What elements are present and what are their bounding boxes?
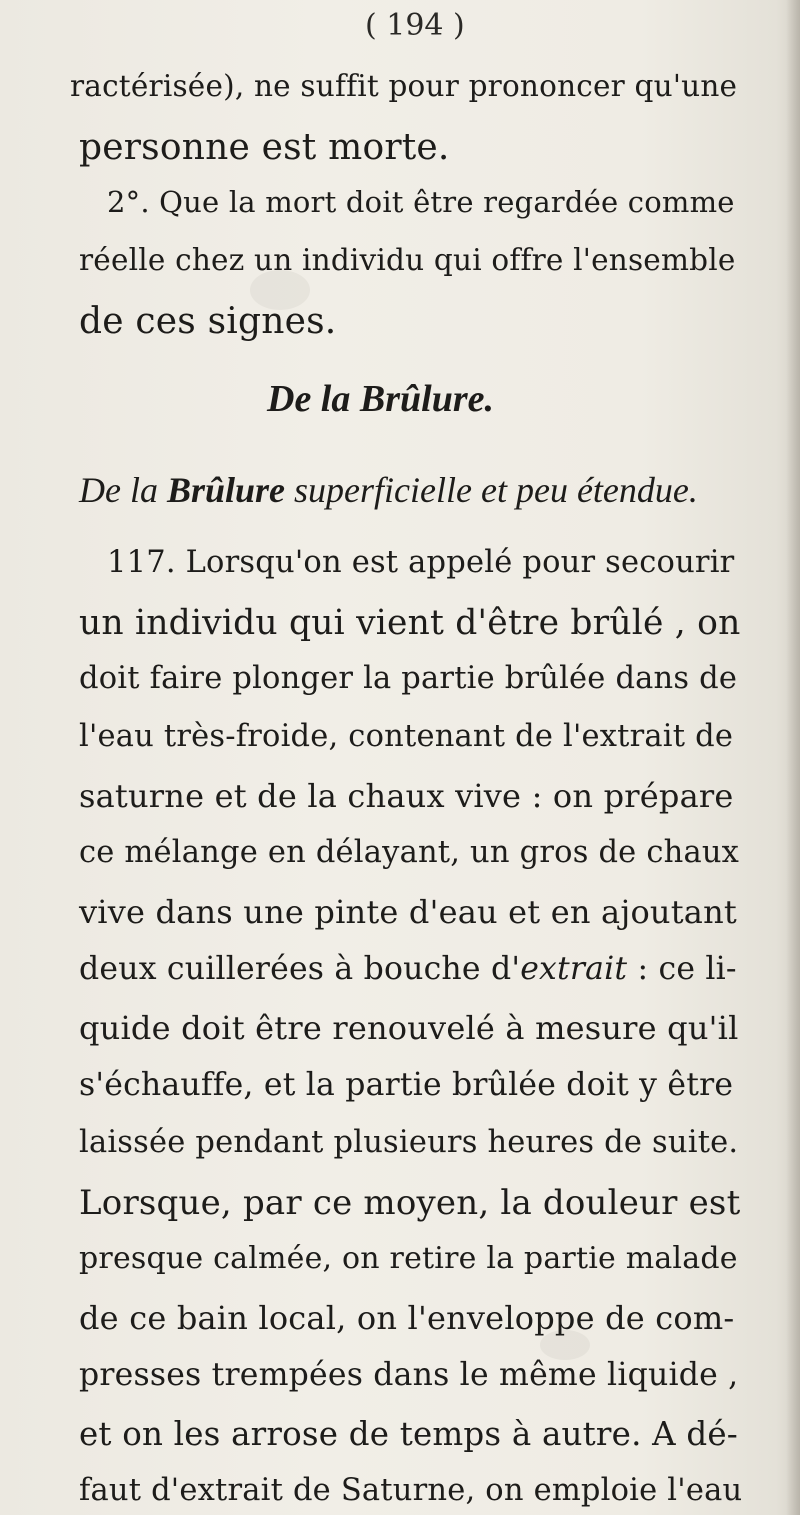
text-line: personne est morte.	[79, 127, 450, 168]
text-line: s'échauffe, et la partie brûlée doit y être	[79, 1067, 734, 1103]
text-run: : ce li-	[627, 951, 737, 987]
text-line: réelle chez un individu qui offre l'ensemble	[79, 243, 736, 277]
text-line: quide doit être renouvelé à mesure qu'il	[79, 1009, 739, 1047]
text-line: l'eau très-froide, contenant de l'extrait de	[79, 719, 734, 754]
text-line	[79, 951, 737, 987]
text-line: faut d'extrait de Saturne, on emploie l'eau	[79, 1473, 743, 1508]
text-run: deux cuillerées à bouche d'	[79, 951, 521, 987]
subheading-suffix: superficielle et peu étendue.	[285, 470, 698, 510]
text-line: presque calmée, on retire la partie malade	[79, 1241, 738, 1276]
text-line: et on les arrose de temps à autre. A dé-	[79, 1415, 738, 1453]
text-line: ractérisée), ne suffit pour prononcer qu'une	[70, 69, 738, 103]
text-line: doit faire plonger la partie brûlée dans de	[79, 661, 738, 696]
text-line: de ces signes.	[79, 301, 337, 342]
subheading-prefix: De la	[79, 470, 167, 510]
page-edge-shadow	[786, 0, 800, 1515]
text-line: de ce bain local, on l'enveloppe de com-	[79, 1299, 735, 1337]
text-line: saturne et de la chaux vive : on prépare	[79, 777, 734, 815]
text-line: vive dans une pinte d'eau et en ajoutant	[79, 893, 737, 931]
subheading-bold: Brûlure	[166, 470, 286, 510]
subsection-heading	[79, 472, 698, 508]
text-line: Lorsque, par ce moyen, la douleur est	[79, 1183, 741, 1223]
text-line: un individu qui vient d'être brûlé , on	[79, 603, 741, 643]
text-line: presses trempées dans le même liquide ,	[79, 1357, 739, 1393]
page-number: ( 194 )	[365, 8, 465, 43]
section-heading: De la Brûlure.	[267, 378, 494, 420]
text-line: laissée pendant plusieurs heures de suite.	[79, 1125, 739, 1160]
text-run-italic: extrait	[520, 951, 628, 987]
text-line: 117. Lorsqu'on est appelé pour secourir	[107, 545, 735, 580]
text-line: 2°. Que la mort doit être regardée comme	[107, 185, 735, 219]
text-line: ce mélange en délayant, un gros de chaux	[79, 835, 740, 870]
